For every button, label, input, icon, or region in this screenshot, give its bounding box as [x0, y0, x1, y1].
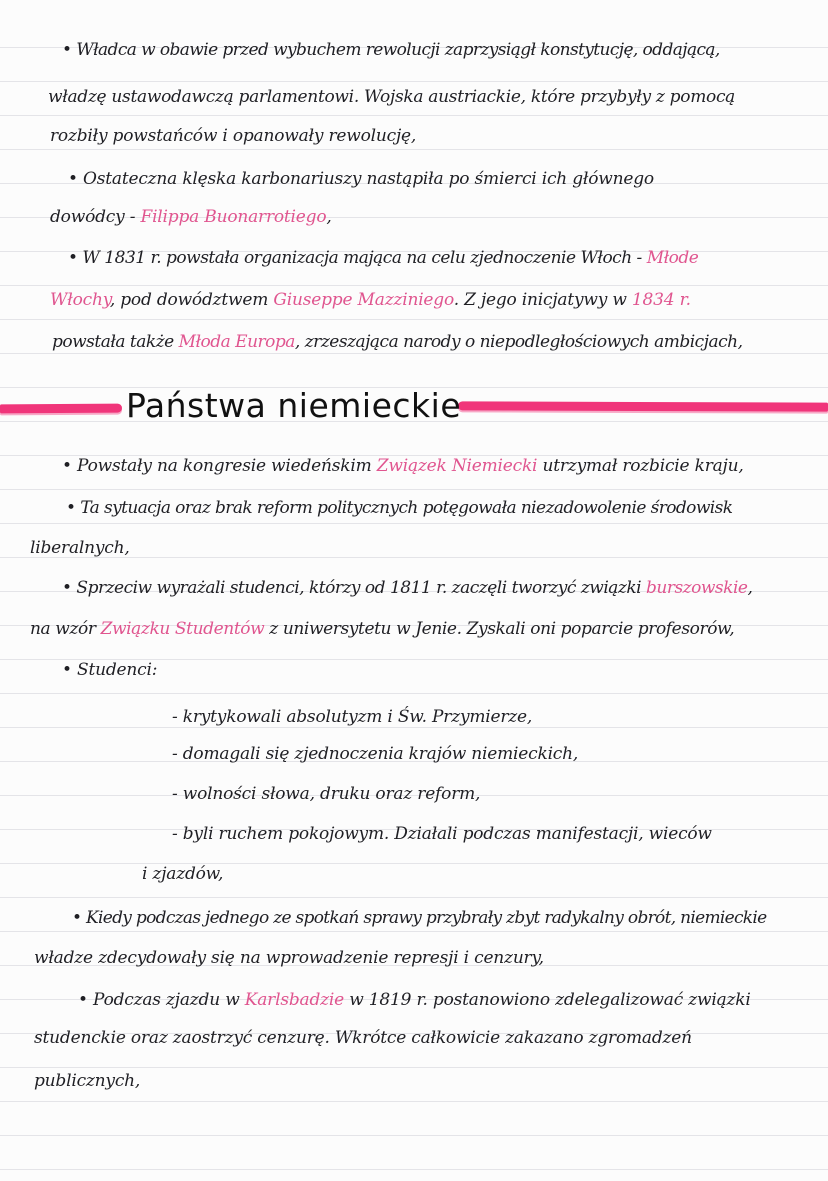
text-line: studenckie oraz zaostrzyć cenzurę. Wkrótce całkowicie zakazano zgromadzeń: [34, 1028, 692, 1048]
highlight-name: Giuseppe Mazziniego: [273, 290, 454, 310]
highlight-date: 1834 r.: [631, 290, 691, 310]
text-line: • Powstały na kongresie wiedeńskim Związek Niemiecki utrzymał rozbicie kraju,: [62, 456, 744, 476]
highlight-name: Włochy: [50, 290, 110, 310]
text-line: władze zdecydowały się na wprowadzenie represji i cenzury,: [34, 948, 544, 968]
highlight-name: Związek Niemiecki: [376, 456, 538, 476]
list-item: - byli ruchem pokojowym. Działali podczas manifestacji, wieców: [172, 824, 712, 844]
text-line: liberalnych,: [30, 538, 130, 558]
text-line: • Studenci:: [62, 660, 158, 680]
list-item: i zjazdów,: [142, 864, 224, 884]
highlight-name: burszowskie: [646, 578, 748, 598]
list-item: - wolności słowa, druku oraz reform,: [172, 784, 481, 804]
text-line: na wzór Związku Studentów z uniwersytetu w Jenie. Zyskali oni poparcie profesorów,: [30, 619, 735, 639]
text-line: • Kiedy podczas jednego ze spotkań sprawy przybrały zbyt radykalny obrót, niemieckie: [72, 908, 767, 928]
text-line: • Sprzeciw wyrażali studenci, którzy od 1811 r. zaczęli tworzyć związki burszowskie,: [62, 578, 753, 598]
highlight-name: Młode: [646, 248, 699, 268]
text-line: dowódcy - Filippa Buonarrotiego,: [50, 207, 332, 227]
highlight-place: Karlsbadzie: [244, 990, 345, 1010]
section-heading: [0, 378, 828, 448]
list-item: - domagali się zjednoczenia krajów niemieckich,: [172, 744, 579, 764]
text-line: • Władca w obawie przed wybuchem rewolucji zaprzysiągł konstytucję, oddającą,: [62, 40, 720, 60]
text-line: publicznych,: [34, 1071, 141, 1091]
page-title: Państwa niemieckie: [126, 386, 462, 425]
text-line: • Ta sytuacja oraz brak reform politycznych potęgowała niezadowolenie środowisk: [66, 498, 733, 518]
highlight-name: Filippa Buonarrotiego: [140, 207, 327, 227]
highlight-name: Młoda Europa: [178, 332, 295, 352]
text-line: • W 1831 r. powstała organizacja mająca na celu zjednoczenie Włoch - Młode: [68, 248, 699, 268]
text-line: Włochy, pod dowództwem Giuseppe Mazziniego. Z jego inicjatywy w 1834 r.: [50, 290, 691, 310]
text-line: władzę ustawodawczą parlamentowi. Wojska austriackie, które przybyły z pomocą: [48, 87, 735, 107]
text-line: rozbiły powstańców i opanowały rewolucję,: [50, 126, 417, 146]
text-line: • Podczas zjazdu w Karlsbadzie w 1819 r. postanowiono zdelegalizować związki: [78, 990, 751, 1010]
highlighter-stroke: [458, 401, 828, 411]
text-line: powstała także Młoda Europa, zrzeszająca narody o niepodległościowych ambicjach,: [52, 332, 743, 352]
list-item: - krytykowali absolutyzm i Św. Przymierze,: [172, 707, 533, 727]
text-line: • Ostateczna klęska karbonariuszy nastąpiła po śmierci ich głównego: [68, 169, 654, 189]
highlight-name: Związku Studentów: [100, 619, 265, 639]
highlighter-stroke: [0, 404, 122, 414]
